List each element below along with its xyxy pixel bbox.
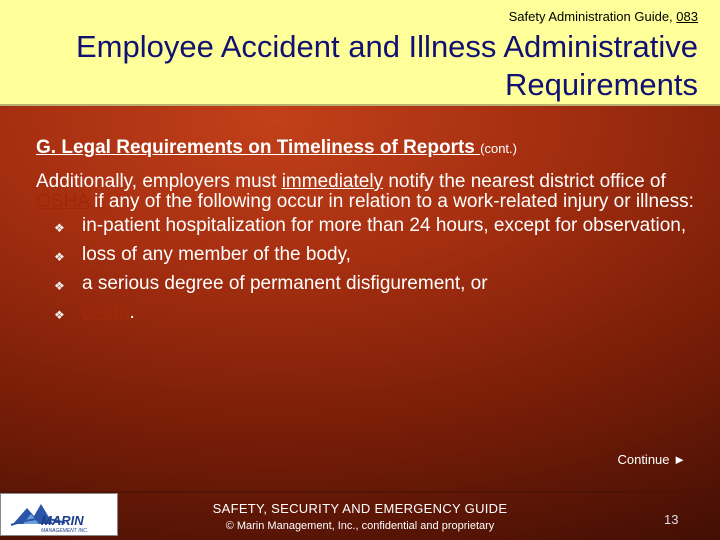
list-item-text: a serious degree of permanent disfigurement, or [82,273,488,294]
reportable-events-list [36,216,696,323]
section-heading-text: G. Legal Requirements on Timeliness of Reports [36,137,475,158]
slide-title: Employee Accident and Illness Administrative Requirements [75,29,698,102]
death-link[interactable]: death [82,302,130,323]
marin-logo-mark-icon [1,494,117,535]
intro-text-2: notify the nearest district office of [383,171,666,192]
continue-button[interactable]: Continue ► [617,452,686,467]
list-item [54,302,696,323]
slide-body [36,138,696,332]
footer-copyright: © Marin Management, Inc., confidential and proprietary [225,520,495,532]
guide-reference [509,9,698,24]
slide-header [0,0,720,106]
guide-reference-label: Safety Administration Guide, [508,9,677,24]
intro-emphasis: immediately [281,171,384,192]
diamond-bullet-icon: ❖ [54,279,65,293]
osha-link[interactable]: OSHA [36,191,89,212]
section-heading-suffix: (cont.) [480,141,517,156]
list-item-text: in-patient hospitalization for more than 24 hours, except for observation, [82,215,687,236]
intro-paragraph [36,172,696,212]
marin-logo [0,493,118,536]
list-item [54,273,696,294]
list-item [54,215,696,236]
logo-subtext: MANAGEMENT INC. [41,528,89,534]
footer-guide-title: SAFETY, SECURITY AND EMERGENCY GUIDE [212,501,508,516]
list-item-tail: . [129,302,135,323]
list-item [54,244,696,265]
section-heading [36,138,696,159]
diamond-bullet-icon: ❖ [54,221,65,235]
page-number: 13 [664,512,679,527]
guide-code-link[interactable]: 083 [676,9,698,24]
diamond-bullet-icon: ❖ [54,308,65,322]
intro-text-1: Additionally, employers must [36,171,282,192]
footer-center [190,501,530,532]
logo-wordmark: MARIN [41,513,84,528]
diamond-bullet-icon: ❖ [54,250,65,264]
list-item-text: loss of any member of the body, [82,244,351,265]
intro-text-3: if any of the following occur in relation to a work-related injury or illness: [88,191,694,212]
